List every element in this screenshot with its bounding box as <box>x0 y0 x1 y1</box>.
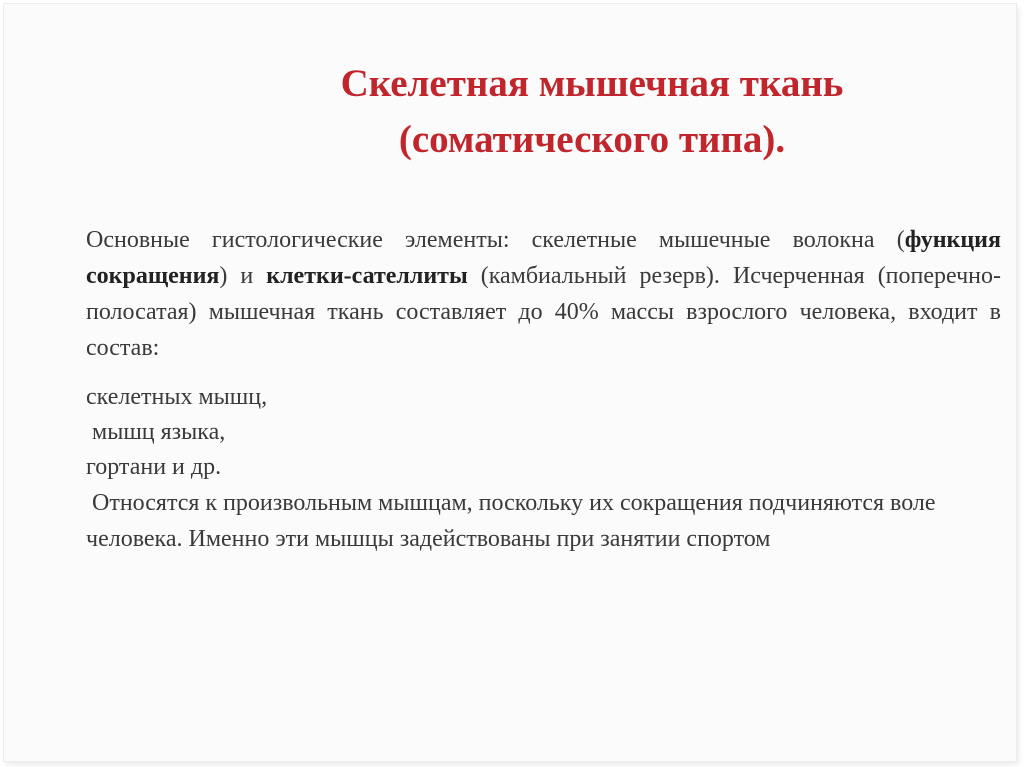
intro-text-1: Основные гистологические элементы: скелетные мышечные волокна ( <box>86 227 905 253</box>
intro-text-3: (камбиальный резерв). Исчерченная (поперечно-полосатая) мышечная ткань составляет до 40% массы взрослого человека, входит в состав: <box>86 263 1001 361</box>
slide-title <box>182 56 1002 168</box>
slide-body <box>86 222 1001 557</box>
bold-term-function: функция сокращения <box>86 227 1001 289</box>
composition-list <box>86 380 1001 485</box>
list-item: мышц языка, <box>86 419 226 445</box>
intro-paragraph <box>86 222 1001 366</box>
list-item: гортани и др. <box>86 454 222 480</box>
intro-text-2: ) и <box>219 263 267 289</box>
closing-paragraph: Относятся к произвольным мышцам, поскольку их сокращения подчиняются воле человека. Именно эти мышцы задействованы при занятии спортом <box>86 490 936 552</box>
title-line-1: Скелетная мышечная ткань <box>340 62 844 105</box>
list-item: скелетных мышц, <box>86 384 268 410</box>
slide <box>4 4 1016 761</box>
bold-term-satellite-cells: клетки-сателлиты <box>266 263 468 289</box>
title-line-2: (соматического типа). <box>398 118 786 161</box>
